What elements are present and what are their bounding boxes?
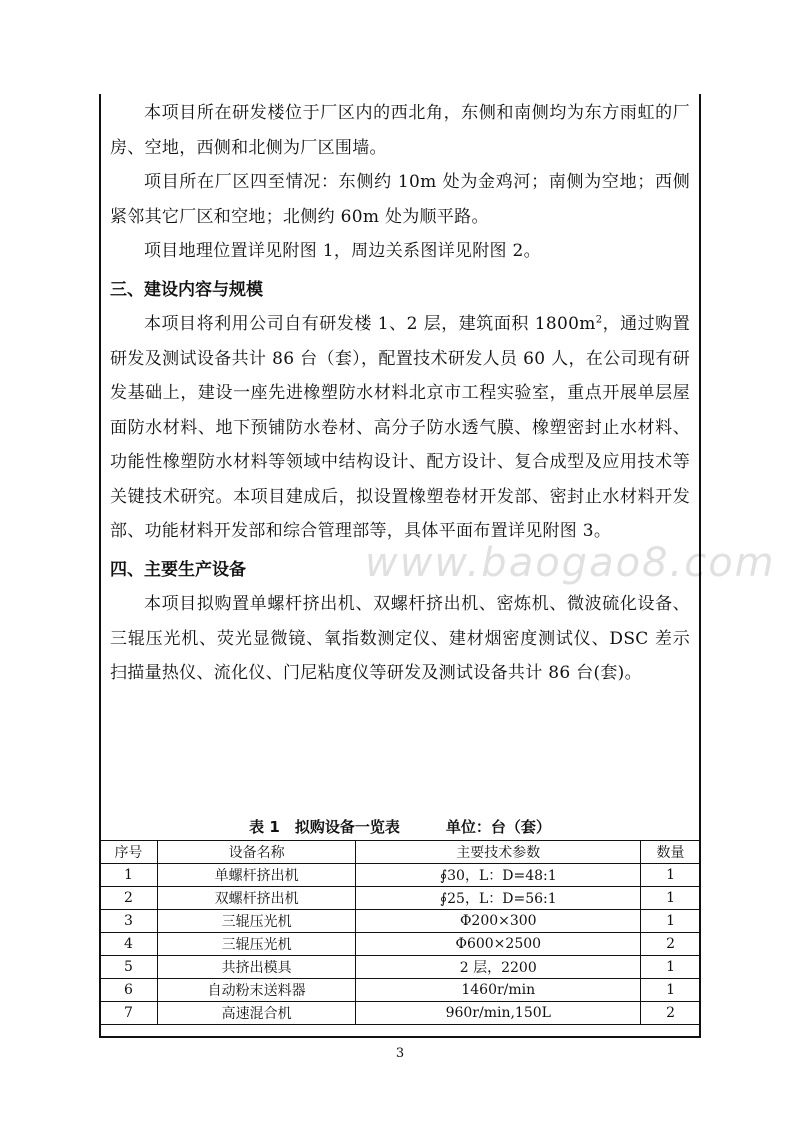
cell-qty: 2 — [641, 1002, 701, 1025]
cell-qty: 1 — [641, 910, 701, 933]
cell-qty: 1 — [641, 864, 701, 887]
cell-name: 单螺杆挤出机 — [157, 864, 356, 887]
cell-qty: 1 — [641, 887, 701, 910]
table-row — [100, 956, 701, 979]
cell-name: 高速混合机 — [157, 1002, 356, 1025]
construction-text-a: 本项目将利用公司自有研发楼 1、2 层，建筑面积 1800m — [144, 314, 596, 334]
watermark: www.baogao8.com — [365, 540, 776, 586]
cell-params: ∮30，L：D=48:1 — [356, 864, 641, 887]
col-header-qty: 数量 — [641, 841, 701, 864]
superscript-2: 2 — [595, 314, 603, 326]
body-text — [110, 96, 690, 691]
cell-params: Φ600×2500 — [356, 933, 641, 956]
equipment-table — [99, 840, 701, 1025]
cell-index: 4 — [100, 933, 158, 956]
paragraph-equipment: 本项目拟购置单螺杆挤出机、双螺杆挤出机、密炼机、微波硫化设备、三辊压光机、荧光显微镜、氧指数测定仪、建材烟密度测试仪、DSC 差示扫描量热仪、流化仪、门尼粘度仪等研发及测试设备共计 86 台(套)。 — [110, 594, 690, 683]
cell-params: 960r/min,150L — [356, 1002, 641, 1025]
construction-text-b: ，通过购置研发及测试设备共计 86 台（套），配置技术研发人员 60 人，在公司现有研发基础上，建设一座先进橡塑防水材料北京市工程实验室，重点开展单层屋面防水材料、地下预铺防水卷材、高分子防水透气膜、橡塑密封止水材料、功能性橡塑防水材料等领域中结构设计、配方设计、复合成型及应用技术等关键技术研究。本项目建成后，拟设置橡塑卷材开发部、密封止水材料开发部、功能材料开发部和综合管理部等，具体平面布置详见附图 3。 — [110, 314, 690, 541]
col-header-index: 序号 — [100, 841, 158, 864]
cell-qty: 2 — [641, 933, 701, 956]
cell-name: 双螺杆挤出机 — [157, 887, 356, 910]
table-unit: 单位：台（套） — [445, 818, 551, 836]
page-number: 3 — [395, 1046, 405, 1061]
table-row — [100, 933, 701, 956]
cell-name: 三辊压光机 — [157, 933, 356, 956]
section-heading-equipment: 四、主要生产设备 — [110, 559, 246, 580]
section-heading-construction: 三、建设内容与规模 — [110, 279, 263, 300]
cell-qty: 1 — [641, 979, 701, 1002]
cell-index: 5 — [100, 956, 158, 979]
table-caption — [99, 816, 701, 837]
cell-index: 1 — [100, 864, 158, 887]
paragraph-location: 本项目所在研发楼位于厂区内的西北角，东侧和南侧均为东方雨虹的厂房、空地，西侧和北侧为厂区围墙。 — [110, 103, 690, 158]
table-row — [100, 979, 701, 1002]
cell-index: 6 — [100, 979, 158, 1002]
paragraph-figure-ref: 项目地理位置详见附图 1，周边关系图详见附图 2。 — [144, 241, 541, 261]
table-title: 表 1 拟购设备一览表 — [249, 818, 400, 836]
cell-index: 2 — [100, 887, 158, 910]
cell-params: ∮25，L：D=56:1 — [356, 887, 641, 910]
table-row — [100, 910, 701, 933]
cell-name: 共挤出模具 — [157, 956, 356, 979]
cell-index: 7 — [100, 1002, 158, 1025]
cell-index: 3 — [100, 910, 158, 933]
col-header-name: 设备名称 — [157, 841, 356, 864]
cell-params: Φ200×300 — [356, 910, 641, 933]
table-row — [100, 1002, 701, 1025]
paragraph-surroundings: 项目所在厂区四至情况：东侧约 10m 处为金鸡河；南侧为空地；西侧紧邻其它厂区和空地；北侧约 60m 处为顺平路。 — [110, 172, 690, 227]
cell-name: 自动粉末送料器 — [157, 979, 356, 1002]
col-header-params: 主要技术参数 — [356, 841, 641, 864]
cell-params: 2 层，2200 — [356, 956, 641, 979]
cell-qty: 1 — [641, 956, 701, 979]
cell-params: 1460r/min — [356, 979, 641, 1002]
paragraph-construction — [110, 307, 690, 549]
table-header-row — [100, 841, 701, 864]
cell-name: 三辊压光机 — [157, 910, 356, 933]
table-row — [100, 864, 701, 887]
table-row — [100, 887, 701, 910]
